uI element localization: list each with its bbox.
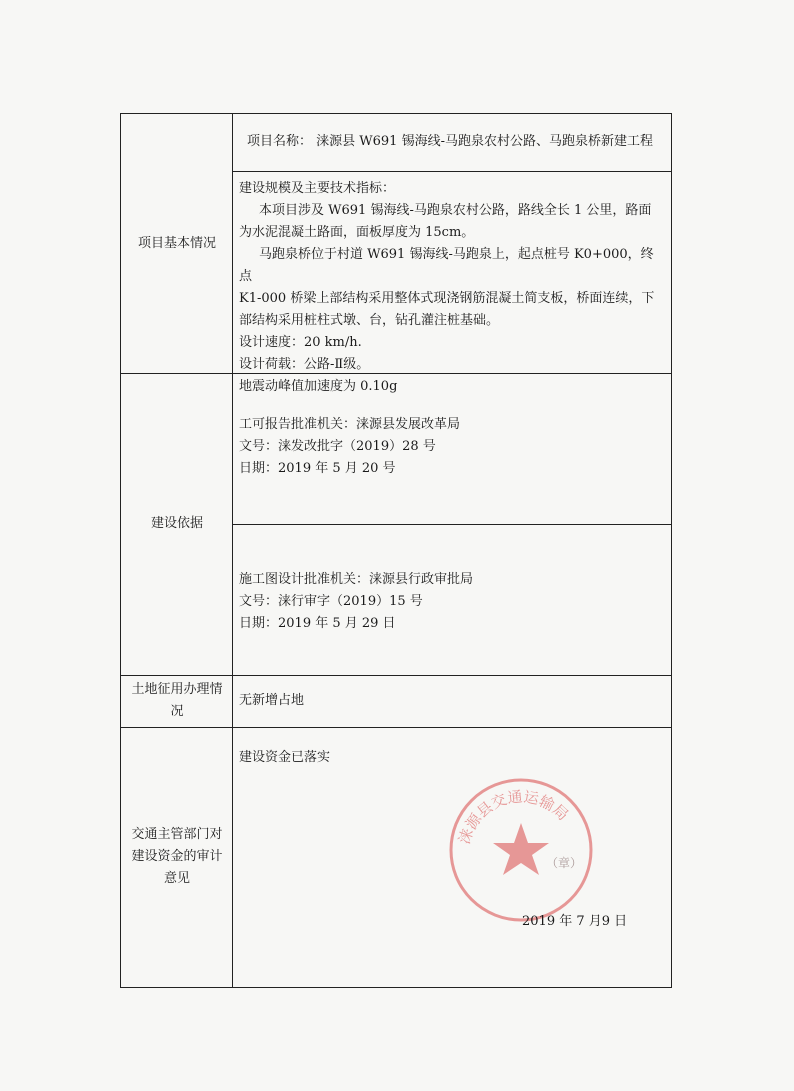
seal-label: （章） [546, 856, 583, 870]
specs-heading: 建设规模及主要技术指标： [239, 181, 396, 196]
specs-block [239, 178, 664, 398]
seal-ring-text: 涞源县交通运输局 [455, 787, 572, 847]
label-text: 交通主管部门对 [131, 827, 223, 842]
project-name: 项目名称： 涞源县 W691 锡海线-马跑泉农村公路、马跑泉桥新建工程 [247, 134, 653, 149]
construction-doc-no: 文号：涞行审字（2019）15 号 [239, 594, 423, 609]
label-text: 土地征用办理情 [131, 682, 223, 697]
label-text: 建设依据 [150, 516, 203, 531]
project-basic-info-label [121, 114, 233, 373]
spec-line: 地震动峰值加速度为 0.10g [239, 379, 398, 394]
label-text: 况 [170, 704, 184, 719]
audit-opinion-value: 建设资金已落实 [239, 750, 331, 765]
audit-date: 2019 年 7 月9 日 [522, 914, 628, 929]
land-acquisition-value: 无新增占地 [239, 693, 305, 708]
construction-basis-label [121, 373, 233, 675]
seal-star-icon [493, 823, 549, 875]
spec-line: 部结构采用桩柱式墩、台，钻孔灌注桩基础。 [239, 313, 500, 328]
label-text: 项目基本情况 [137, 235, 216, 251]
label-text: 建设资金的审计 [131, 849, 223, 864]
construction-drawing-approval [239, 569, 473, 635]
spec-line: 本项目涉及 W691 锡海线-马跑泉农村公路，路线全长 1 公里，路面 [259, 203, 652, 218]
feasibility-doc-no: 文号：涞发改批字（2019）28 号 [239, 439, 436, 454]
spec-line: 设计速度：20 km/h. [239, 335, 362, 350]
spec-line: 设计荷载：公路-Ⅱ级。 [239, 357, 370, 372]
official-seal-stamp [446, 775, 596, 925]
construction-date: 日期：2019 年 5 月 29 日 [239, 616, 396, 631]
construction-authority: 施工图设计批准机关：涞源县行政审批局 [239, 572, 474, 587]
spec-line: K1-000 桥梁上部结构采用整体式现浇钢筋混凝土简支板，桥面连续，下 [239, 291, 655, 306]
label-text: 意见 [163, 871, 190, 886]
spec-line: 马跑泉桥位于村道 W691 锡海线-马跑泉上，起点桩号 K0+000，终点 [239, 247, 654, 284]
row-divider [232, 171, 671, 172]
row-divider [232, 524, 671, 525]
feasibility-date: 日期：2019 年 5 月 20 号 [239, 461, 396, 476]
land-acquisition-label [121, 675, 233, 727]
audit-opinion-label [121, 727, 233, 987]
feasibility-authority: 工可报告批准机关：涞源县发展改革局 [239, 417, 461, 432]
spec-line: 为水泥混凝土路面，面板厚度为 15cm。 [239, 225, 475, 240]
feasibility-approval [239, 414, 460, 480]
